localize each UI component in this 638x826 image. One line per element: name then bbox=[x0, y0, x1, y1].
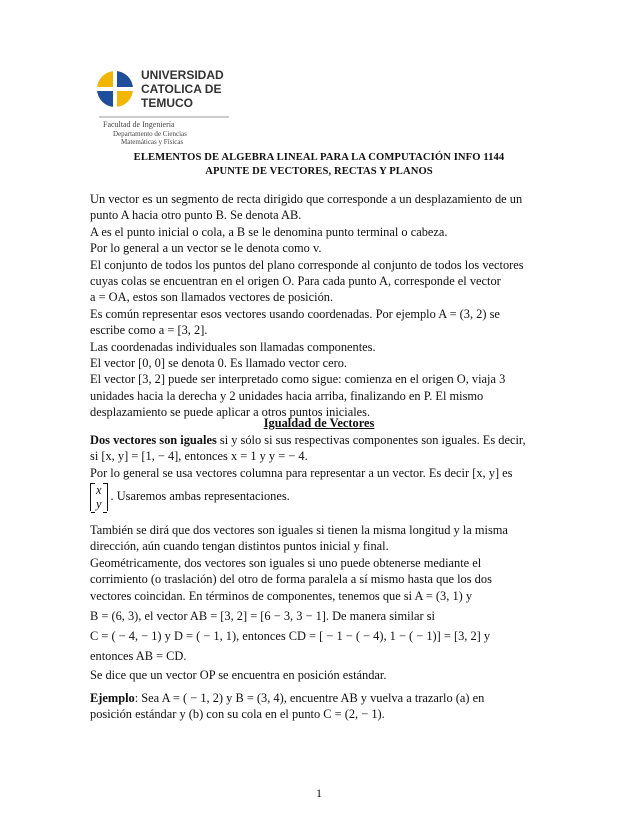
intro-line: desplazamiento se puede aplicar a otros puntos iniciales. bbox=[90, 405, 371, 420]
geometric-line: corrimiento (o traslación) del otro de forma paralela a sí mismo hasta que los dos bbox=[90, 572, 492, 587]
logo-line-1: UNIVERSIDAD bbox=[141, 68, 224, 82]
logo-line-2: CATOLICA DE bbox=[141, 82, 222, 96]
university-logo bbox=[95, 65, 235, 155]
geometric-line: B = (6, 3), el vector AB = [3, 2] = [6 − 3, 3 − 1]. De manera similar si bbox=[90, 609, 435, 624]
intro-line: El vector [3, 2] puede ser interpretado como sigue: comienza en el origen O, viaja 3 bbox=[90, 372, 506, 387]
intro-line: El conjunto de todos los puntos del plano corresponde al conjunto de todos los vectores bbox=[90, 257, 524, 272]
page-number: 1 bbox=[316, 786, 322, 800]
intro-line: Por lo general a un vector se le denota como v. bbox=[90, 241, 322, 256]
geometric-line: dirección, aún cuando tengan distintos puntos inicial y final. bbox=[90, 539, 389, 554]
equality-line: si [x, y] = [1, − 4], entonces x = 1 y y = − 4. bbox=[90, 449, 308, 464]
geometric-line: vectores coincidan. En términos de componentes, tenemos que si A = (3, 1) y bbox=[90, 588, 473, 603]
equality-line-rest: si y sólo si sus respectivas componentes son iguales. Es decir, bbox=[216, 433, 526, 447]
intro-line: Las coordenadas individuales son llamadas componentes. bbox=[90, 339, 376, 354]
intro-line: Es común representar esos vectores usando coordenadas. Por ejemplo A = (3, 2) se bbox=[90, 306, 500, 321]
intro-line: punto A hacia otro punto B. Se denota AB. bbox=[90, 208, 302, 223]
intro-line: a = OA, estos son llamados vectores de posición. bbox=[90, 290, 334, 305]
example-line bbox=[90, 690, 550, 706]
column-vector-y: y bbox=[96, 497, 102, 512]
faculty-line-3: Matemáticas y Físicas bbox=[121, 138, 184, 146]
doc-title: ELEMENTOS DE ALGEBRA LINEAL PARA LA COMPUTACIÓN INFO 1144 bbox=[133, 152, 505, 163]
example-text: : Sea A = ( − 1, 2) y B = (3, 4), encuentre AB y vuelva a trazarlo (a) en bbox=[134, 691, 485, 705]
intro-line: Un vector es un segmento de recta dirigido que corresponde a un desplazamiento de un bbox=[90, 192, 523, 206]
geometric-line: Geométricamente, dos vectores son iguales si uno puede obtenerse mediante el bbox=[90, 555, 482, 570]
equality-line bbox=[90, 432, 550, 448]
geometric-line: entonces AB = CD. bbox=[90, 648, 187, 663]
intro-line: unidades hacia la derecha y 2 unidades hacia arriba, finalizando en P. El mismo bbox=[90, 388, 484, 403]
faculty-line-2: Departamento de Ciencias bbox=[113, 130, 187, 138]
logo-line-3: TEMUCO bbox=[141, 96, 193, 110]
column-vector-text: . Usaremos ambas representaciones. bbox=[110, 489, 290, 504]
column-vector bbox=[90, 483, 108, 511]
intro-line: A es el punto inicial o cola, a B se le denomina punto terminal o cabeza. bbox=[90, 224, 448, 239]
geometric-paragraph bbox=[90, 522, 550, 684]
doc-subtitle: APUNTE DE VECTORES, RECTAS Y PLANOS bbox=[205, 166, 433, 177]
column-vector-x: x bbox=[96, 483, 102, 498]
equality-line: Por lo general se usa vectores columna para representar a un vector. Es decir [x, y] es bbox=[90, 465, 513, 480]
example-label: Ejemplo bbox=[90, 691, 135, 705]
section-heading: Igualdad de Vectores bbox=[263, 416, 375, 430]
intro-line: El vector [0, 0] se denota 0. Es llamado vector cero. bbox=[90, 356, 348, 371]
logo-emblem bbox=[95, 65, 235, 155]
example-line: posición estándar y (b) con su cola en el punto C = (2, − 1). bbox=[90, 707, 385, 722]
equality-paragraph bbox=[90, 432, 550, 511]
intro-line: escribe como a = [3, 2]. bbox=[90, 323, 208, 338]
column-vector-line bbox=[90, 483, 550, 511]
faculty-line-1: Facultad de Ingeniería bbox=[103, 120, 175, 129]
intro-line: cuyas colas se encuentran en el origen O. Para cada punto A, corresponde el vector bbox=[90, 274, 501, 289]
example-paragraph bbox=[90, 690, 550, 723]
intro-paragraph bbox=[90, 191, 550, 421]
geometric-line: También se dirá que dos vectores son iguales si tienen la misma longitud y la misma bbox=[90, 523, 508, 537]
geometric-line: Se dice que un vector OP se encuentra en posición estándar. bbox=[90, 668, 387, 683]
bold-term: Dos vectores son iguales bbox=[90, 433, 217, 447]
geometric-line: C = ( − 4, − 1) y D = ( − 1, 1), entonces CD = [ − 1 − ( − 4), 1 − ( − 1)] = [3, 2] y bbox=[90, 629, 491, 644]
